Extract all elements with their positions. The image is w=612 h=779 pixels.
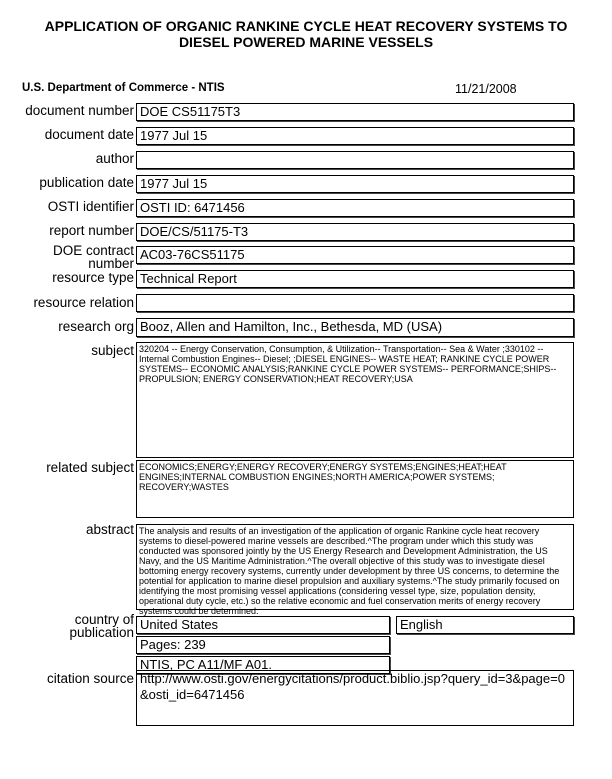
osti-identifier-field: OSTI ID: 6471456: [136, 199, 574, 217]
document-number-label: document number: [25, 103, 134, 118]
subject-field: 320204 -- Energy Conservation, Consumption, & Utilization-- Transportation-- Sea & Water ;330102 -- Internal Combustion Engines-- Diesel; ;DIESEL ENGINES-- WASTE HEAT; RANKINE CYCLE POWER SYSTEMS-- ECONOMIC ANALYSIS;RANKINE CYCLE POWER SYSTEMS-- PERFORMANCE;SHIPS-- PROPULSION; ENERGY CONSERVATION;HEAT RECOVERY;USA: [136, 342, 574, 458]
doe-contract-number-field: AC03-76CS51175: [136, 246, 574, 264]
abstract-label: abstract: [85, 522, 134, 537]
subject-label: subject: [91, 343, 134, 358]
osti-identifier-label: OSTI identifier: [47, 199, 134, 214]
citation-source-label: citation source: [46, 671, 134, 686]
abstract-field: The analysis and results of an investigation of the application of organic Rankine cycle heat recovery systems to diesel-powered marine vessels are described.^The program under which this study was conducted was sponsored jointly by the US Energy Research and Development Administration, the US Navy, and the US Maritime Administration.^The overall objective of this study was to investigate diesel bottoming energy recovery systems, currently under development by three US concerns, to determine the potential for application to marine diesel propulsion and auxiliary systems.^The study primarily focused on identifying the most promising vessel applications (considering vessel type, size, population density, operational duty cycle, etc.) so the relative economic and fuel conservation merits of energy recovery systems could be determined.: [136, 524, 574, 610]
country-of-publication-field: United States: [136, 616, 390, 634]
research-org-label: research org: [58, 319, 134, 334]
country-of-publication-label: country of publication: [69, 612, 134, 640]
resource-type-label: resource type: [52, 270, 134, 285]
document-date-label: document date: [44, 127, 134, 142]
pages-field: Pages: 239: [136, 636, 390, 654]
author-label: author: [95, 151, 134, 166]
agency-name: U.S. Department of Commerce - NTIS: [22, 82, 225, 94]
language-field: English: [396, 616, 574, 634]
resource-relation-label: resource relation: [33, 295, 134, 310]
publication-date-field: 1977 Jul 15: [136, 175, 574, 193]
report-number-field: DOE/CS/51175-T3: [136, 223, 574, 241]
research-org-field: Booz, Allen and Hamilton, Inc., Bethesda, MD (USA): [136, 318, 574, 337]
document-date-field: 1977 Jul 15: [136, 127, 574, 145]
resource-type-field: Technical Report: [136, 270, 574, 288]
publication-date-label: publication date: [39, 175, 134, 190]
document-number-field: DOE CS51175T3: [136, 103, 574, 121]
report-date: 11/21/2008: [455, 82, 517, 96]
price-field: NTIS, PC A11/MF A01.: [136, 656, 390, 674]
citation-source-field: http://www.osti.gov/energycitations/product.biblio.jsp?query_id=3&page=0&osti_id=6471456: [136, 670, 574, 726]
resource-relation-field: [136, 294, 574, 312]
report-number-label: report number: [49, 223, 134, 238]
document-title: APPLICATION OF ORGANIC RANKINE CYCLE HEAT RECOVERY SYSTEMS TO DIESEL POWERED MARINE VESSELS: [44, 18, 568, 50]
related-subject-field: ECONOMICS;ENERGY;ENERGY RECOVERY;ENERGY SYSTEMS;ENGINES;HEAT;HEAT ENGINES;INTERNAL COMBUSTION ENGINES;NORTH AMERICA;POWER SYSTEMS; RECOVERY;WASTES: [136, 460, 574, 518]
related-subject-label: related subject: [46, 460, 134, 475]
doe-contract-number-label: DOE contract number: [52, 243, 134, 271]
author-field: [136, 151, 574, 169]
